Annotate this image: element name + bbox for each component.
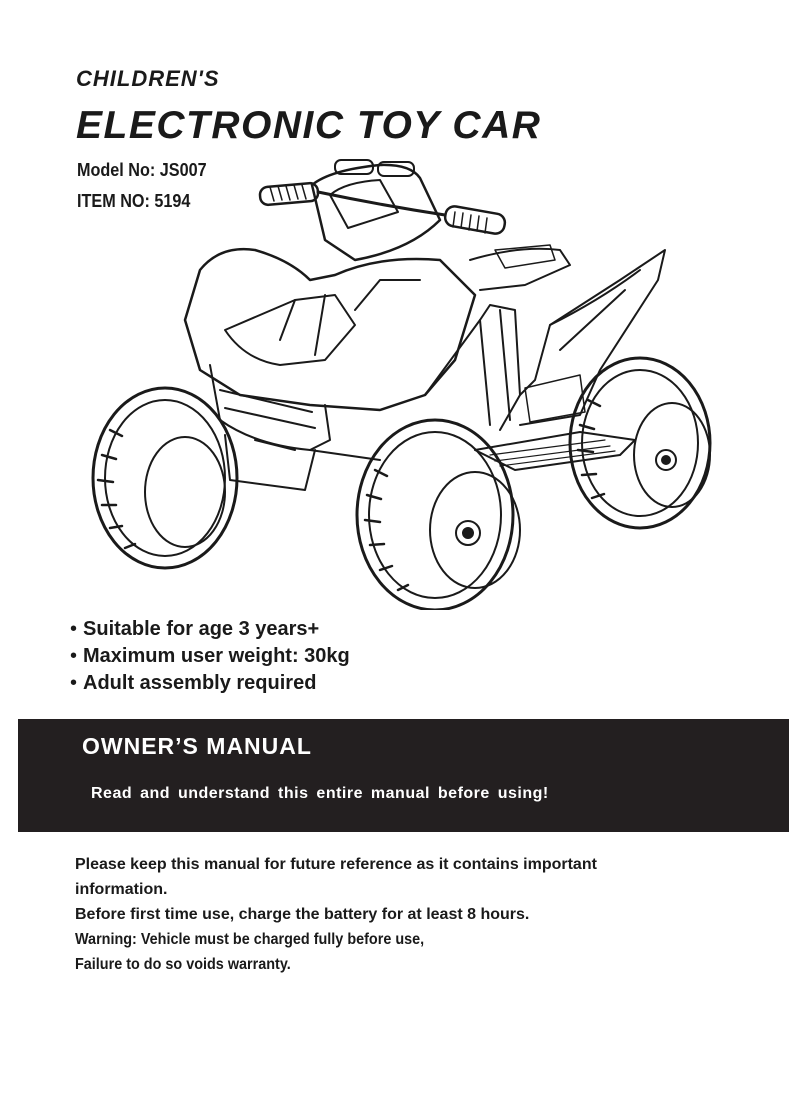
- quad-bike-illustration: [80, 150, 730, 610]
- model-number: Model No: JS007: [77, 160, 207, 180]
- front-right-wheel: [357, 420, 520, 610]
- feature-list: [70, 616, 350, 697]
- banner-title: OWNER’S MANUAL: [82, 733, 312, 759]
- list-item: [70, 643, 350, 670]
- warning-line1: Warning: Vehicle must be charged fully before use,: [75, 931, 425, 948]
- footboard: [475, 375, 635, 470]
- right-grip: [444, 205, 507, 235]
- subtitle: CHILDREN'S: [76, 66, 220, 91]
- item-number: ITEM NO: 5194: [77, 191, 191, 211]
- banner-subtitle: Read and understand this entire manual before using!: [91, 785, 549, 802]
- feature-text: Adult assembly required: [83, 672, 317, 694]
- charge-note: Before first time use, charge the battery for at least 8 hours.: [75, 906, 530, 923]
- list-item: [70, 670, 350, 697]
- feature-text: Suitable for age 3 years+: [83, 618, 320, 640]
- left-grip: [259, 183, 318, 206]
- keep-note-line1: Please keep this manual for future reference as it contains important: [75, 856, 597, 873]
- rear-wheel: [570, 358, 710, 528]
- front-fairing: [185, 249, 475, 490]
- page-title: ELECTRONIC TOY CAR: [76, 104, 542, 147]
- bullet-icon: •: [70, 672, 78, 694]
- warning-line2: Failure to do so voids warranty.: [75, 956, 291, 973]
- bullet-icon: •: [70, 618, 78, 640]
- notes: [75, 852, 765, 977]
- owners-manual-banner: [18, 719, 789, 832]
- feature-text: Maximum user weight: 30kg: [83, 645, 350, 667]
- front-left-wheel: [93, 388, 237, 568]
- bullet-icon: •: [70, 645, 78, 667]
- list-item: [70, 616, 350, 643]
- keep-note-line2: information.: [75, 881, 168, 898]
